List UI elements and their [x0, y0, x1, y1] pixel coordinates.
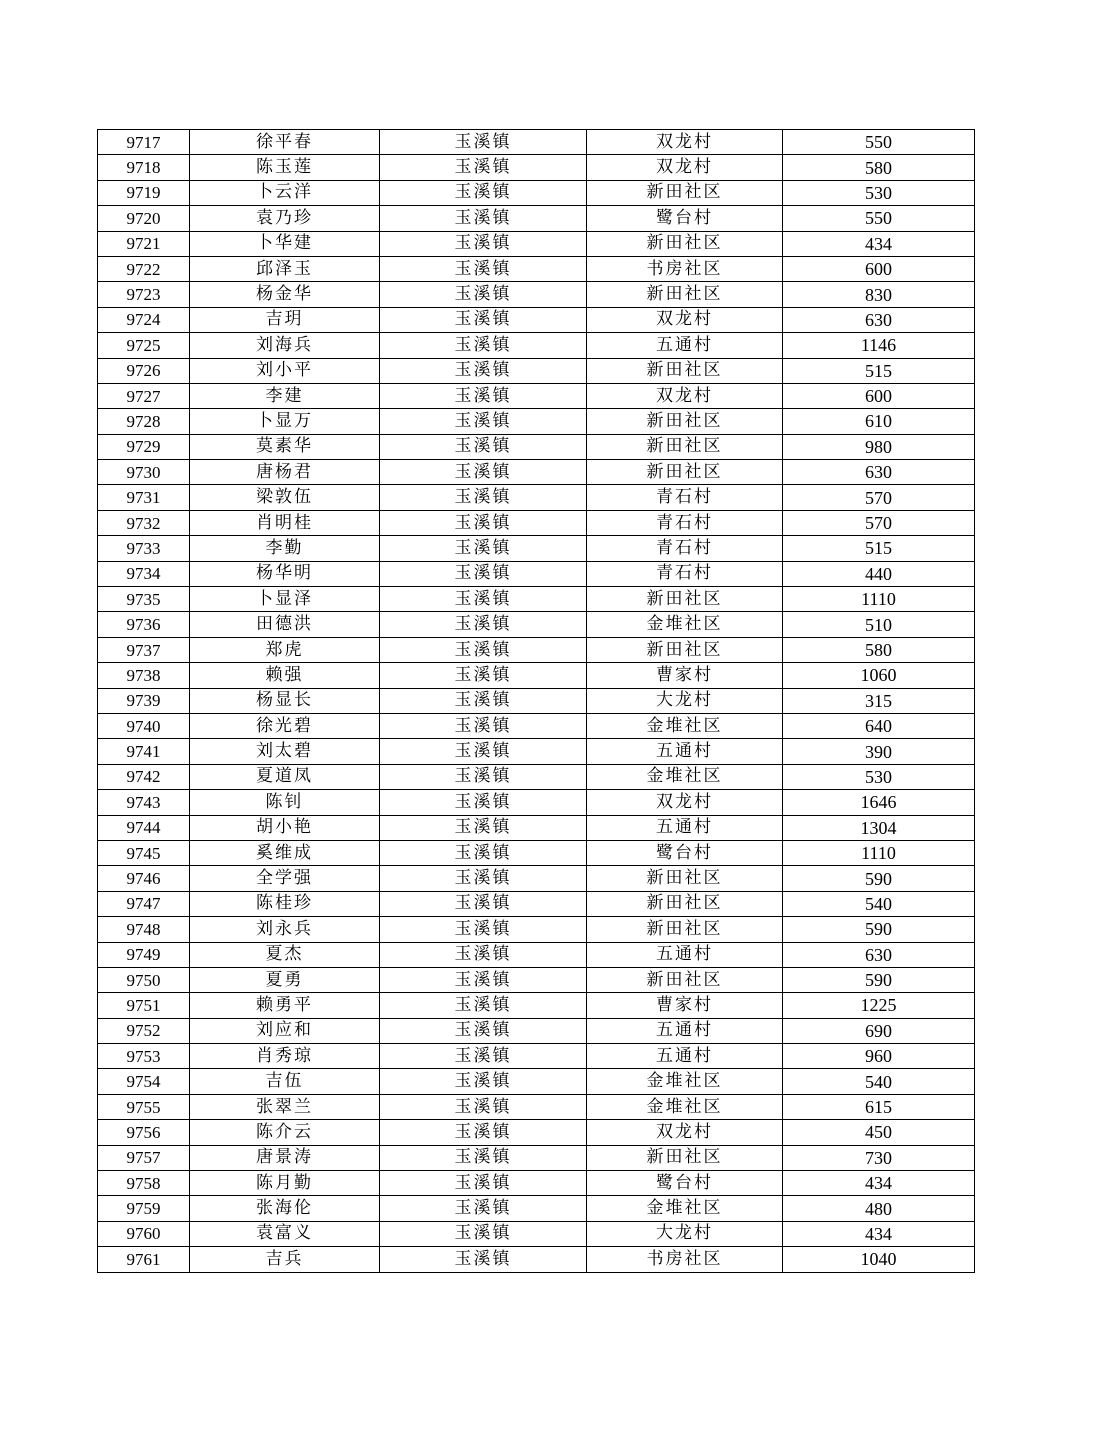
village-cell: 五通村 — [587, 739, 783, 764]
name-cell: 郑虎 — [190, 637, 380, 662]
name-cell: 杨华明 — [190, 561, 380, 586]
town-cell: 玉溪镇 — [380, 358, 587, 383]
roster-table — [97, 129, 975, 1273]
serial-number-cell: 9740 — [98, 713, 190, 738]
amount-cell: 550 — [783, 206, 975, 231]
amount-cell: 1225 — [783, 993, 975, 1018]
name-cell: 夏道凤 — [190, 764, 380, 789]
town-cell: 玉溪镇 — [380, 1247, 587, 1272]
name-cell: 吉伍 — [190, 1069, 380, 1094]
serial-number-cell: 9718 — [98, 155, 190, 180]
amount-cell: 610 — [783, 409, 975, 434]
village-cell: 双龙村 — [587, 307, 783, 332]
village-cell: 新田社区 — [587, 358, 783, 383]
town-cell: 玉溪镇 — [380, 1145, 587, 1170]
amount-cell: 630 — [783, 942, 975, 967]
serial-number-cell: 9721 — [98, 231, 190, 256]
table-row — [98, 256, 975, 281]
amount-cell: 450 — [783, 1120, 975, 1145]
village-cell: 新田社区 — [587, 180, 783, 205]
town-cell: 玉溪镇 — [380, 815, 587, 840]
name-cell: 唐杨君 — [190, 460, 380, 485]
amount-cell: 515 — [783, 358, 975, 383]
amount-cell: 515 — [783, 536, 975, 561]
name-cell: 奚维成 — [190, 840, 380, 865]
serial-number-cell: 9760 — [98, 1221, 190, 1246]
name-cell: 张海伦 — [190, 1196, 380, 1221]
serial-number-cell: 9717 — [98, 130, 190, 155]
amount-cell: 600 — [783, 383, 975, 408]
serial-number-cell: 9751 — [98, 993, 190, 1018]
table-row — [98, 840, 975, 865]
amount-cell: 590 — [783, 917, 975, 942]
town-cell: 玉溪镇 — [380, 764, 587, 789]
serial-number-cell: 9743 — [98, 790, 190, 815]
serial-number-cell: 9741 — [98, 739, 190, 764]
name-cell: 杨显长 — [190, 688, 380, 713]
town-cell: 玉溪镇 — [380, 866, 587, 891]
table-row — [98, 1221, 975, 1246]
table-row — [98, 206, 975, 231]
serial-number-cell: 9722 — [98, 256, 190, 281]
town-cell: 玉溪镇 — [380, 587, 587, 612]
amount-cell: 540 — [783, 1069, 975, 1094]
name-cell: 刘应和 — [190, 1018, 380, 1043]
table-row — [98, 713, 975, 738]
village-cell: 五通村 — [587, 1044, 783, 1069]
amount-cell: 440 — [783, 561, 975, 586]
village-cell: 五通村 — [587, 1018, 783, 1043]
village-cell: 双龙村 — [587, 790, 783, 815]
serial-number-cell: 9720 — [98, 206, 190, 231]
village-cell: 新田社区 — [587, 637, 783, 662]
amount-cell: 640 — [783, 713, 975, 738]
name-cell: 刘小平 — [190, 358, 380, 383]
amount-cell: 480 — [783, 1196, 975, 1221]
table-row — [98, 1044, 975, 1069]
town-cell: 玉溪镇 — [380, 561, 587, 586]
table-row — [98, 307, 975, 332]
town-cell: 玉溪镇 — [380, 739, 587, 764]
name-cell: 陈介云 — [190, 1120, 380, 1145]
serial-number-cell: 9761 — [98, 1247, 190, 1272]
amount-cell: 1110 — [783, 840, 975, 865]
village-cell: 大龙村 — [587, 1221, 783, 1246]
amount-cell: 510 — [783, 612, 975, 637]
town-cell: 玉溪镇 — [380, 307, 587, 332]
village-cell: 金堆社区 — [587, 713, 783, 738]
table-row — [98, 282, 975, 307]
table-row — [98, 180, 975, 205]
village-cell: 新田社区 — [587, 231, 783, 256]
serial-number-cell: 9757 — [98, 1145, 190, 1170]
town-cell: 玉溪镇 — [380, 942, 587, 967]
name-cell: 田德洪 — [190, 612, 380, 637]
table-row — [98, 130, 975, 155]
name-cell: 刘永兵 — [190, 917, 380, 942]
name-cell: 夏勇 — [190, 967, 380, 992]
table-row — [98, 485, 975, 510]
amount-cell: 730 — [783, 1145, 975, 1170]
village-cell: 金堆社区 — [587, 1196, 783, 1221]
serial-number-cell: 9759 — [98, 1196, 190, 1221]
table-row — [98, 333, 975, 358]
table-row — [98, 1247, 975, 1272]
amount-cell: 580 — [783, 637, 975, 662]
amount-cell: 434 — [783, 231, 975, 256]
village-cell: 鹭台村 — [587, 840, 783, 865]
name-cell: 夏杰 — [190, 942, 380, 967]
town-cell: 玉溪镇 — [380, 637, 587, 662]
table-row — [98, 1171, 975, 1196]
table-row — [98, 790, 975, 815]
serial-number-cell: 9726 — [98, 358, 190, 383]
village-cell: 五通村 — [587, 815, 783, 840]
amount-cell: 1060 — [783, 663, 975, 688]
serial-number-cell: 9746 — [98, 866, 190, 891]
amount-cell: 540 — [783, 891, 975, 916]
serial-number-cell: 9736 — [98, 612, 190, 637]
town-cell: 玉溪镇 — [380, 1120, 587, 1145]
roster-table-body — [98, 130, 975, 1273]
name-cell: 吉玥 — [190, 307, 380, 332]
amount-cell: 615 — [783, 1094, 975, 1119]
town-cell: 玉溪镇 — [380, 1044, 587, 1069]
name-cell: 陈月勤 — [190, 1171, 380, 1196]
name-cell: 李勤 — [190, 536, 380, 561]
table-row — [98, 434, 975, 459]
town-cell: 玉溪镇 — [380, 409, 587, 434]
table-row — [98, 1069, 975, 1094]
town-cell: 玉溪镇 — [380, 231, 587, 256]
serial-number-cell: 9742 — [98, 764, 190, 789]
serial-number-cell: 9738 — [98, 663, 190, 688]
serial-number-cell: 9732 — [98, 510, 190, 535]
table-row — [98, 739, 975, 764]
table-row — [98, 1018, 975, 1043]
name-cell: 赖勇平 — [190, 993, 380, 1018]
name-cell: 卜云洋 — [190, 180, 380, 205]
village-cell: 书房社区 — [587, 1247, 783, 1272]
village-cell: 金堆社区 — [587, 1069, 783, 1094]
town-cell: 玉溪镇 — [380, 256, 587, 281]
name-cell: 唐景涛 — [190, 1145, 380, 1170]
village-cell: 新田社区 — [587, 917, 783, 942]
village-cell: 青石村 — [587, 485, 783, 510]
name-cell: 刘海兵 — [190, 333, 380, 358]
name-cell: 陈玉莲 — [190, 155, 380, 180]
town-cell: 玉溪镇 — [380, 1171, 587, 1196]
village-cell: 新田社区 — [587, 866, 783, 891]
table-row — [98, 688, 975, 713]
village-cell: 新田社区 — [587, 1145, 783, 1170]
serial-number-cell: 9733 — [98, 536, 190, 561]
table-row — [98, 231, 975, 256]
amount-cell: 434 — [783, 1221, 975, 1246]
table-row — [98, 1120, 975, 1145]
name-cell: 张翠兰 — [190, 1094, 380, 1119]
table-row — [98, 155, 975, 180]
amount-cell: 960 — [783, 1044, 975, 1069]
town-cell: 玉溪镇 — [380, 1069, 587, 1094]
town-cell: 玉溪镇 — [380, 282, 587, 307]
town-cell: 玉溪镇 — [380, 612, 587, 637]
town-cell: 玉溪镇 — [380, 155, 587, 180]
table-row — [98, 383, 975, 408]
table-row — [98, 1196, 975, 1221]
amount-cell: 580 — [783, 155, 975, 180]
table-row — [98, 815, 975, 840]
table-row — [98, 764, 975, 789]
village-cell: 鹭台村 — [587, 1171, 783, 1196]
town-cell: 玉溪镇 — [380, 383, 587, 408]
town-cell: 玉溪镇 — [380, 536, 587, 561]
serial-number-cell: 9755 — [98, 1094, 190, 1119]
amount-cell: 530 — [783, 180, 975, 205]
name-cell: 卜显万 — [190, 409, 380, 434]
village-cell: 鹭台村 — [587, 206, 783, 231]
amount-cell: 690 — [783, 1018, 975, 1043]
village-cell: 曹家村 — [587, 663, 783, 688]
village-cell: 青石村 — [587, 561, 783, 586]
town-cell: 玉溪镇 — [380, 485, 587, 510]
village-cell: 新田社区 — [587, 891, 783, 916]
table-row — [98, 460, 975, 485]
name-cell: 卜华建 — [190, 231, 380, 256]
name-cell: 李建 — [190, 383, 380, 408]
name-cell: 袁乃珍 — [190, 206, 380, 231]
amount-cell: 550 — [783, 130, 975, 155]
name-cell: 全学强 — [190, 866, 380, 891]
town-cell: 玉溪镇 — [380, 713, 587, 738]
amount-cell: 630 — [783, 460, 975, 485]
table-row — [98, 536, 975, 561]
table-row — [98, 942, 975, 967]
name-cell: 徐光碧 — [190, 713, 380, 738]
amount-cell: 530 — [783, 764, 975, 789]
village-cell: 五通村 — [587, 333, 783, 358]
amount-cell: 630 — [783, 307, 975, 332]
name-cell: 莫素华 — [190, 434, 380, 459]
serial-number-cell: 9737 — [98, 637, 190, 662]
name-cell: 徐平春 — [190, 130, 380, 155]
serial-number-cell: 9754 — [98, 1069, 190, 1094]
serial-number-cell: 9744 — [98, 815, 190, 840]
serial-number-cell: 9727 — [98, 383, 190, 408]
name-cell: 吉兵 — [190, 1247, 380, 1272]
amount-cell: 590 — [783, 967, 975, 992]
name-cell: 肖秀琼 — [190, 1044, 380, 1069]
amount-cell: 590 — [783, 866, 975, 891]
serial-number-cell: 9745 — [98, 840, 190, 865]
serial-number-cell: 9735 — [98, 587, 190, 612]
town-cell: 玉溪镇 — [380, 1094, 587, 1119]
table-row — [98, 1094, 975, 1119]
village-cell: 新田社区 — [587, 587, 783, 612]
town-cell: 玉溪镇 — [380, 333, 587, 358]
name-cell: 胡小艳 — [190, 815, 380, 840]
village-cell: 新田社区 — [587, 434, 783, 459]
village-cell: 金堆社区 — [587, 612, 783, 637]
amount-cell: 600 — [783, 256, 975, 281]
name-cell: 梁敦伍 — [190, 485, 380, 510]
village-cell: 青石村 — [587, 510, 783, 535]
town-cell: 玉溪镇 — [380, 790, 587, 815]
village-cell: 双龙村 — [587, 155, 783, 180]
amount-cell: 830 — [783, 282, 975, 307]
village-cell: 双龙村 — [587, 1120, 783, 1145]
serial-number-cell: 9725 — [98, 333, 190, 358]
village-cell: 新田社区 — [587, 282, 783, 307]
amount-cell: 1110 — [783, 587, 975, 612]
village-cell: 青石村 — [587, 536, 783, 561]
serial-number-cell: 9747 — [98, 891, 190, 916]
town-cell: 玉溪镇 — [380, 840, 587, 865]
amount-cell: 570 — [783, 510, 975, 535]
village-cell: 书房社区 — [587, 256, 783, 281]
serial-number-cell: 9739 — [98, 688, 190, 713]
village-cell: 双龙村 — [587, 130, 783, 155]
table-row — [98, 866, 975, 891]
serial-number-cell: 9756 — [98, 1120, 190, 1145]
town-cell: 玉溪镇 — [380, 891, 587, 916]
amount-cell: 1040 — [783, 1247, 975, 1272]
name-cell: 陈桂珍 — [190, 891, 380, 916]
town-cell: 玉溪镇 — [380, 434, 587, 459]
town-cell: 玉溪镇 — [380, 967, 587, 992]
amount-cell: 1146 — [783, 333, 975, 358]
table-row — [98, 891, 975, 916]
name-cell: 杨金华 — [190, 282, 380, 307]
table-row — [98, 612, 975, 637]
serial-number-cell: 9752 — [98, 1018, 190, 1043]
serial-number-cell: 9734 — [98, 561, 190, 586]
village-cell: 新田社区 — [587, 967, 783, 992]
town-cell: 玉溪镇 — [380, 688, 587, 713]
name-cell: 袁富义 — [190, 1221, 380, 1246]
village-cell: 金堆社区 — [587, 1094, 783, 1119]
table-row — [98, 917, 975, 942]
serial-number-cell: 9728 — [98, 409, 190, 434]
village-cell: 金堆社区 — [587, 764, 783, 789]
town-cell: 玉溪镇 — [380, 460, 587, 485]
amount-cell: 315 — [783, 688, 975, 713]
amount-cell: 1646 — [783, 790, 975, 815]
name-cell: 卜显泽 — [190, 587, 380, 612]
village-cell: 曹家村 — [587, 993, 783, 1018]
serial-number-cell: 9731 — [98, 485, 190, 510]
serial-number-cell: 9730 — [98, 460, 190, 485]
serial-number-cell: 9750 — [98, 967, 190, 992]
serial-number-cell: 9748 — [98, 917, 190, 942]
town-cell: 玉溪镇 — [380, 1018, 587, 1043]
table-row — [98, 587, 975, 612]
amount-cell: 1304 — [783, 815, 975, 840]
village-cell: 新田社区 — [587, 460, 783, 485]
table-row — [98, 358, 975, 383]
amount-cell: 980 — [783, 434, 975, 459]
town-cell: 玉溪镇 — [380, 993, 587, 1018]
town-cell: 玉溪镇 — [380, 130, 587, 155]
village-cell: 新田社区 — [587, 409, 783, 434]
town-cell: 玉溪镇 — [380, 180, 587, 205]
serial-number-cell: 9724 — [98, 307, 190, 332]
name-cell: 陈钊 — [190, 790, 380, 815]
town-cell: 玉溪镇 — [380, 206, 587, 231]
town-cell: 玉溪镇 — [380, 1196, 587, 1221]
serial-number-cell: 9753 — [98, 1044, 190, 1069]
table-row — [98, 663, 975, 688]
table-row — [98, 561, 975, 586]
village-cell: 双龙村 — [587, 383, 783, 408]
serial-number-cell: 9749 — [98, 942, 190, 967]
amount-cell: 390 — [783, 739, 975, 764]
name-cell: 赖强 — [190, 663, 380, 688]
serial-number-cell: 9758 — [98, 1171, 190, 1196]
serial-number-cell: 9719 — [98, 180, 190, 205]
village-cell: 五通村 — [587, 942, 783, 967]
name-cell: 邱泽玉 — [190, 256, 380, 281]
table-row — [98, 1145, 975, 1170]
name-cell: 刘太碧 — [190, 739, 380, 764]
table-row — [98, 993, 975, 1018]
table-row — [98, 637, 975, 662]
town-cell: 玉溪镇 — [380, 510, 587, 535]
amount-cell: 434 — [783, 1171, 975, 1196]
table-row — [98, 967, 975, 992]
serial-number-cell: 9723 — [98, 282, 190, 307]
table-row — [98, 409, 975, 434]
amount-cell: 570 — [783, 485, 975, 510]
town-cell: 玉溪镇 — [380, 1221, 587, 1246]
serial-number-cell: 9729 — [98, 434, 190, 459]
village-cell: 大龙村 — [587, 688, 783, 713]
town-cell: 玉溪镇 — [380, 663, 587, 688]
town-cell: 玉溪镇 — [380, 917, 587, 942]
table-row — [98, 510, 975, 535]
name-cell: 肖明桂 — [190, 510, 380, 535]
